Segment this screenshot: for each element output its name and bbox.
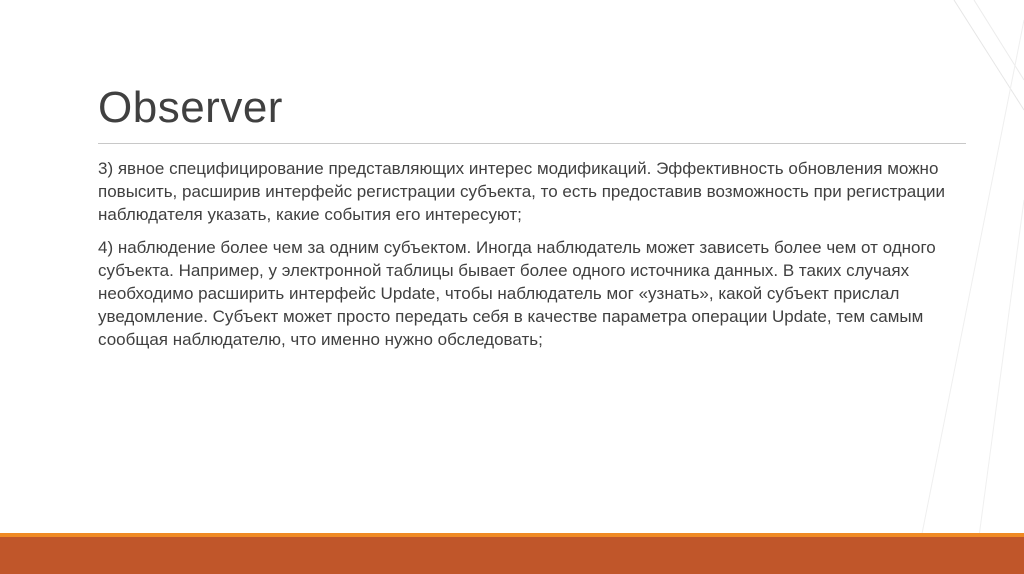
body-paragraph: 3) явное специфицирование представляющих интерес модификаций. Эффективность обновления можно повысить, расширив интерфейс регистрации субъекта, то есть предоставив возможность при регистрации наблюдателя указать, какие события его интересуют;: [98, 159, 945, 224]
title-divider: [98, 143, 966, 144]
body-paragraph: 4) наблюдение более чем за одним субъектом. Иногда наблюдатель может зависеть более чем от одного субъекта. Например, у электронной таблицы бывает более одного источника данных. В таких случаях необходимо расширить интерфейс Update, чтобы наблюдатель мог «узнать», какой субъект прислал уведомление. Субъект может просто передать себя в качестве параметра операции Update, тем самым сообщая наблюдателю, что именно нужно обследовать;: [98, 238, 936, 349]
slide-body: [98, 157, 958, 361]
footer-band: [0, 537, 1024, 574]
slide-title: Observer: [98, 83, 283, 132]
